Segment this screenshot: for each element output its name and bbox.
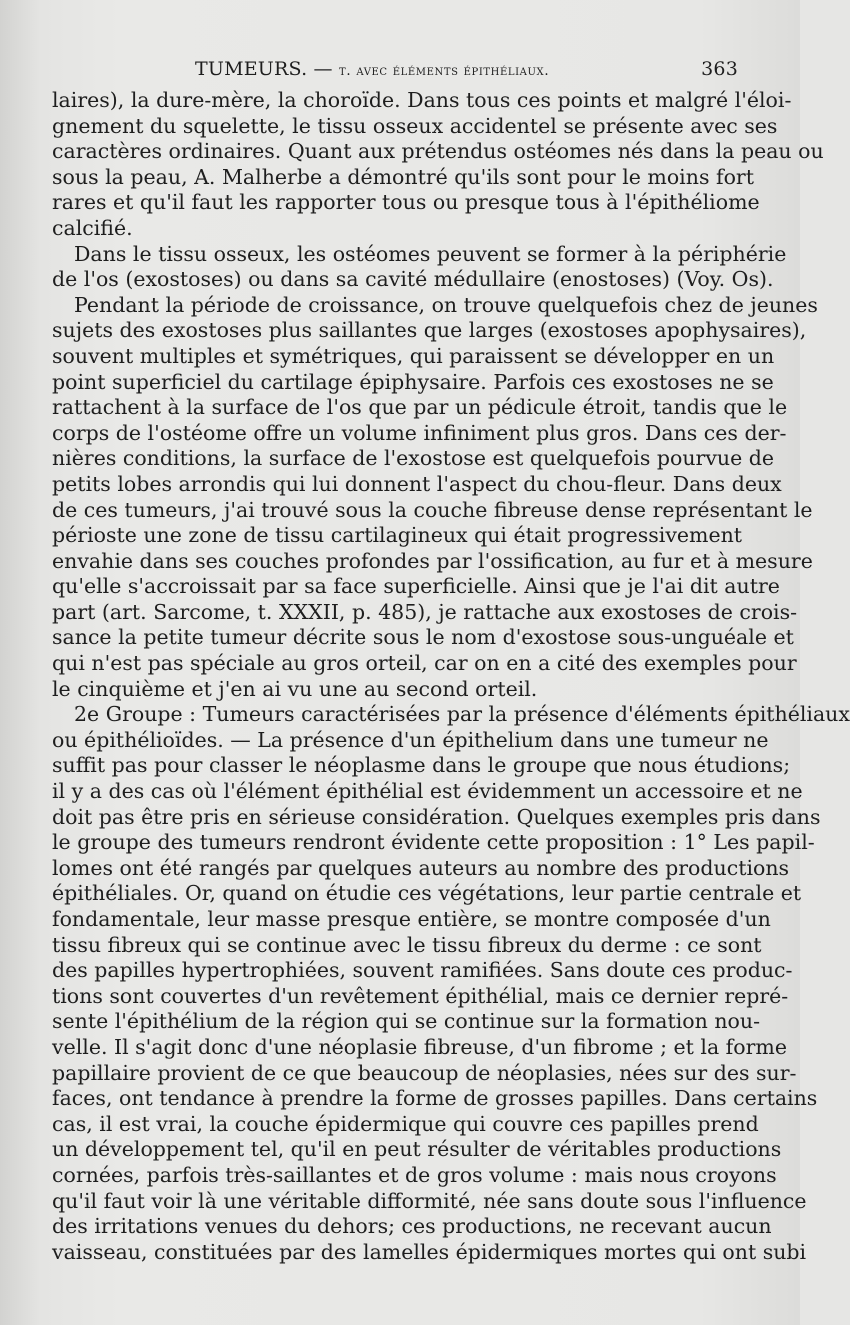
text-line: lomes ont été rangés par quelques auteurs au nombre des productions xyxy=(52,855,790,880)
text-line: souvent multiples et symétriques, qui paraissent se développer en un xyxy=(52,343,775,368)
text-line: qu'il faut voir là une véritable difformité, née sans doute sous l'influence xyxy=(52,1188,807,1213)
text-line: qui n'est pas spéciale au gros orteil, car on en a cité des exemples pour xyxy=(52,651,797,676)
running-header xyxy=(52,58,738,86)
text-line: tissu fibreux qui se continue avec le tissu fibreux du derme : ce sont xyxy=(52,932,762,957)
body-text xyxy=(52,88,850,1265)
text-line: sente l'épithélium de la région qui se continue sur la formation nou- xyxy=(52,1009,761,1034)
text-line: vaisseau, constituées par des lamelles épidermiques mortes qui ont subi xyxy=(52,1239,807,1264)
text-line: ou épithélioïdes. — La présence d'un épithelium dans une tumeur ne xyxy=(52,727,769,752)
text-line: suffit pas pour classer le néoplasme dans le groupe que nous étudions; xyxy=(52,753,791,778)
text-line: papillaire provient de ce que beaucoup de néoplasies, nées sur des sur- xyxy=(52,1060,797,1085)
text-line: nières conditions, la surface de l'exostose est quelquefois pourvue de xyxy=(52,446,775,471)
text-line: rattachent à la surface de l'os que par un pédicule étroit, tandis que le xyxy=(52,395,788,420)
text-line: corps de l'ostéome offre un volume infiniment plus gros. Dans ces der- xyxy=(52,420,787,445)
text-line: de l'os (exostoses) ou dans sa cavité médullaire (enostoses) (Voy. Os). xyxy=(52,267,774,292)
text-line: cornées, parfois très-saillantes et de gros volume : mais nous croyons xyxy=(52,1162,777,1187)
text-line: caractères ordinaires. Quant aux prétendus ostéomes nés dans la peau ou xyxy=(52,139,824,164)
text-line: il y a des cas où l'élément épithélial est évidemment un accessoire et ne xyxy=(52,779,803,804)
text-line: sous la peau, A. Malherbe a démontré qu'ils sont pour le moins fort xyxy=(52,164,754,189)
text-line: fondamentale, leur masse presque entière, se montre composée d'un xyxy=(52,907,771,931)
text-line: petits lobes arrondis qui lui donnent l'aspect du chou-fleur. Dans deux xyxy=(52,471,782,496)
text-line: périoste une zone de tissu cartilagineux qui était progressivement xyxy=(52,523,743,548)
text-line: gnement du squelette, le tissu osseux accidentel se présente avec ses xyxy=(52,113,778,138)
text-line: Pendant la période de croissance, on trouve quelquefois chez de jeunes xyxy=(74,292,818,317)
text-line: Dans le tissu osseux, les ostéomes peuvent se former à la périphérie xyxy=(74,241,787,266)
text-line: part (art. Sarcome, t. XXXII, p. 485), je rattache aux exostoses de crois- xyxy=(52,599,798,624)
text-line: épithéliales. Or, quand on étudie ces végétations, leur partie centrale et xyxy=(52,881,802,906)
text-line: des irritations venues du dehors; ces productions, ne recevant aucun xyxy=(52,1214,772,1239)
text-line: rares et qu'il faut les rapporter tous ou presque tous à l'épithéliome xyxy=(52,190,760,215)
text-line: calcifié. xyxy=(52,215,133,240)
text-line: sance la petite tumeur décrite sous le nom d'exostose sous-unguéale et xyxy=(52,625,794,650)
text-line: le cinquième et j'en ai vu une au second orteil. xyxy=(52,676,538,701)
text-line: envahie dans ses couches profondes par l'ossification, au fur et à mesure xyxy=(52,548,813,573)
text-line: 2e Groupe : Tumeurs caractérisées par la présence d'éléments épithéliaux xyxy=(74,702,850,727)
text-line: laires), la dure-mère, la choroïde. Dans tous ces points et malgré l'éloi- xyxy=(52,88,792,112)
running-title xyxy=(195,58,549,80)
text-line: cas, il est vrai, la couche épidermique qui couvre ces papilles prend xyxy=(52,1111,759,1136)
text-line: un développement tel, qu'il en peut résulter de véritables productions xyxy=(52,1137,782,1162)
text-line: le groupe des tumeurs rendront évidente cette proposition : 1° Les papil- xyxy=(52,830,815,855)
text-line: des papilles hypertrophiées, souvent ramifiées. Sans doute ces produc- xyxy=(52,958,793,983)
page-number: 363 xyxy=(701,58,738,80)
text-line: de ces tumeurs, j'ai trouvé sous la couche fibreuse dense représentant le xyxy=(52,497,813,522)
text-line: velle. Il s'agit donc d'une néoplasie fibreuse, d'un fibrome ; et la forme xyxy=(52,1034,787,1059)
running-title-main: TUMEURS. — xyxy=(195,58,333,80)
text-line: faces, ont tendance à prendre la forme de grosses papilles. Dans certains xyxy=(52,1086,818,1111)
text-line: tions sont couvertes d'un revêtement épithélial, mais ce dernier repré- xyxy=(52,983,789,1008)
text-line: doit pas être pris en sérieuse considération. Quelques exemples pris dans xyxy=(52,804,821,829)
text-line: point superficiel du cartilage épiphysaire. Parfois ces exostoses ne se xyxy=(52,369,774,394)
text-line: qu'elle s'accroissait par sa face superficielle. Ainsi que je l'ai dit autre xyxy=(52,574,780,599)
text-line: sujets des exostoses plus saillantes que larges (exostoses apophysaires), xyxy=(52,318,807,343)
running-title-subtitle: t. avec éléments épithéliaux. xyxy=(339,63,550,79)
